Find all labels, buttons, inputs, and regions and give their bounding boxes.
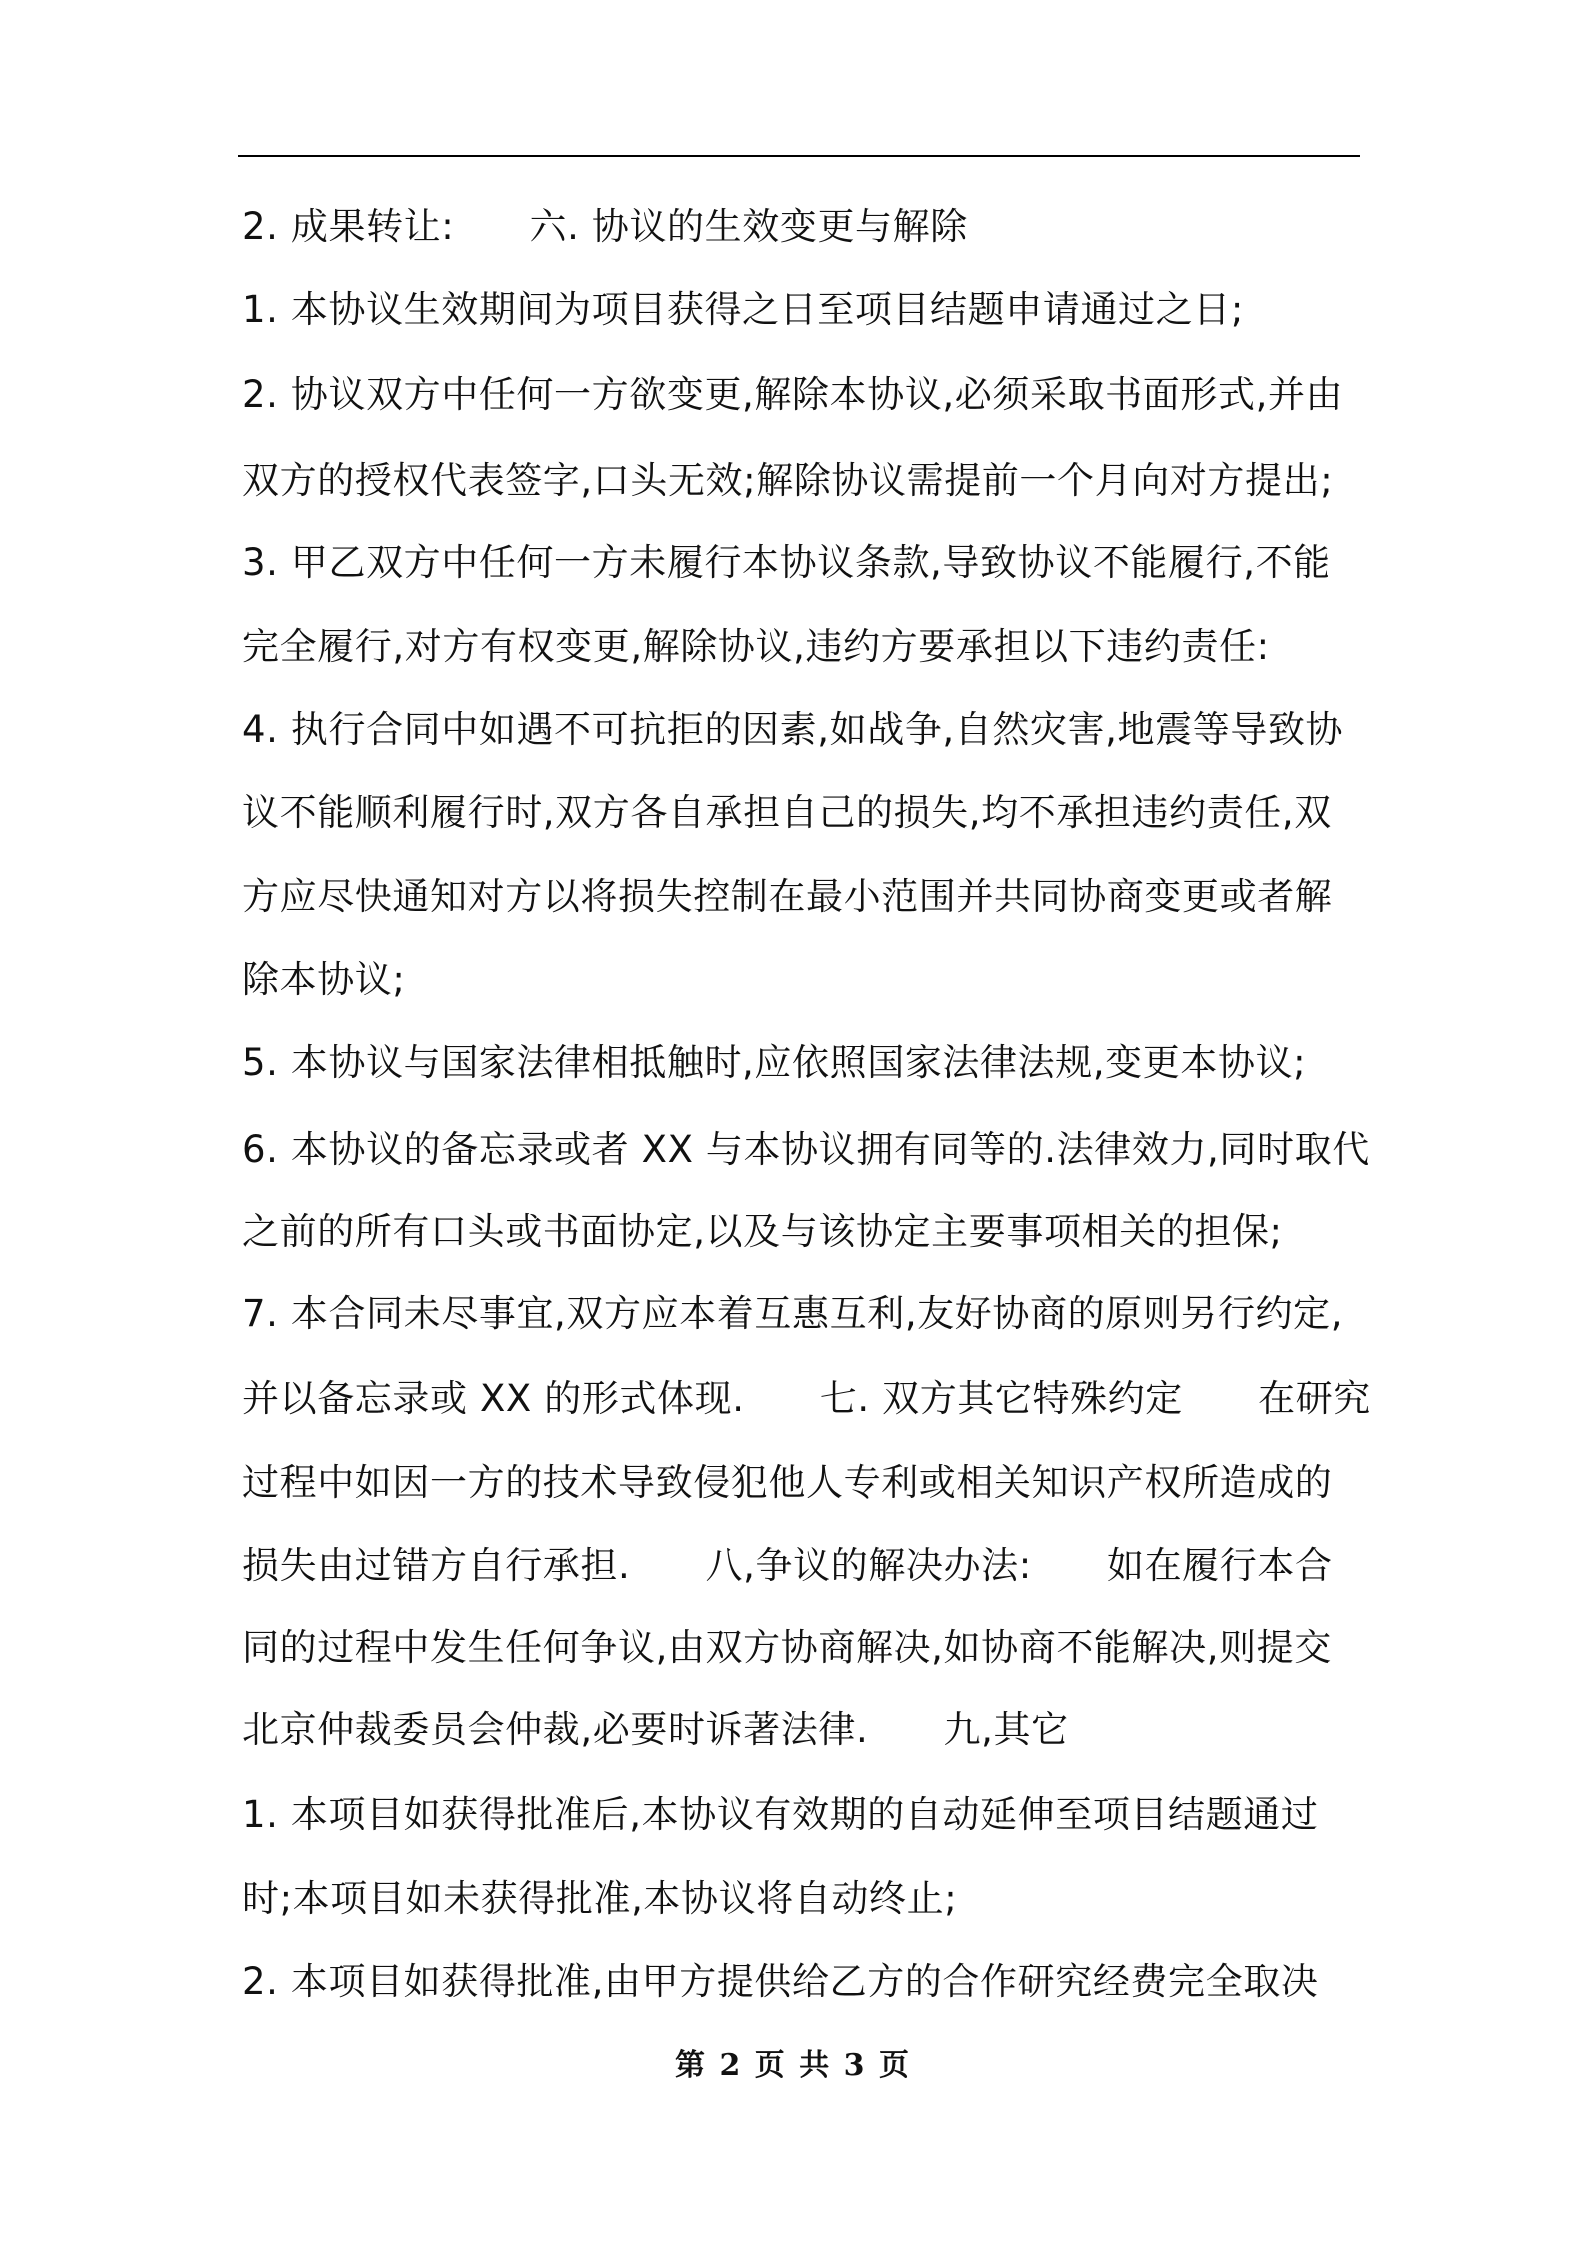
body-line: 方应尽快通知对方以将损失控制在最小范围并共同协商变更或者解 <box>242 875 1333 918</box>
body-line: 4. 执行合同中如遇不可抗拒的因素,如战争,自然灾害,地震等导致协 <box>242 708 1344 751</box>
body-line: 3. 甲乙双方中任何一方未履行本协议条款,导致协议不能履行,不能 <box>242 541 1331 584</box>
body-line: 6. 本协议的备忘录或者 XX 与本协议拥有同等的.法律效力,同时取代 <box>242 1128 1370 1171</box>
body-line: 时;本项目如未获得批准,本协议将自动终止; <box>242 1877 958 1920</box>
body-line: 5. 本协议与国家法律相抵触时,应依照国家法律法规,变更本协议; <box>242 1041 1307 1084</box>
body-line: 同的过程中发生任何争议,由双方协商解决,如协商不能解决,则提交 <box>242 1626 1332 1669</box>
body-line: 完全履行,对方有权变更,解除协议,违约方要承担以下违约责任: <box>242 625 1270 668</box>
body-line: 2. 本项目如获得批准,由甲方提供给乙方的合作研究经费完全取决 <box>242 1960 1319 2003</box>
body-line: 过程中如因一方的技术导致侵犯他人专利或相关知识产权所造成的 <box>242 1461 1333 1504</box>
body-line: 2. 成果转让: 六. 协议的生效变更与解除 <box>242 205 968 248</box>
body-line: 除本协议; <box>242 958 406 1001</box>
body-line: 并以备忘录或 XX 的形式体现. 七. 双方其它特殊约定 在研究 <box>242 1377 1371 1420</box>
body-line: 双方的授权代表签字,口头无效;解除协议需提前一个月向对方提出; <box>242 459 1334 502</box>
body-line: 7. 本合同未尽事宜,双方应本着互惠互利,友好协商的原则另行约定, <box>242 1292 1344 1335</box>
body-line: 1. 本项目如获得批准后,本协议有效期的自动延伸至项目结题通过 <box>242 1793 1319 1836</box>
body-line: 2. 协议双方中任何一方欲变更,解除本协议,必须采取书面形式,并由 <box>242 373 1344 416</box>
header-rule <box>238 155 1360 157</box>
body-line: 损失由过错方自行承担. 八,争议的解决办法: 如在履行本合 <box>242 1544 1333 1587</box>
body-line: 1. 本协议生效期间为项目获得之日至项目结题申请通过之日; <box>242 288 1244 331</box>
body-line: 之前的所有口头或书面协定,以及与该协定主要事项相关的担保; <box>242 1210 1283 1253</box>
body-line: 北京仲裁委员会仲裁,必要时诉著法律. 九,其它 <box>242 1708 1069 1751</box>
page-number: 第 2 页 共 3 页 <box>675 2048 911 2083</box>
body-line: 议不能顺利履行时,双方各自承担自己的损失,均不承担违约责任,双 <box>242 791 1332 834</box>
